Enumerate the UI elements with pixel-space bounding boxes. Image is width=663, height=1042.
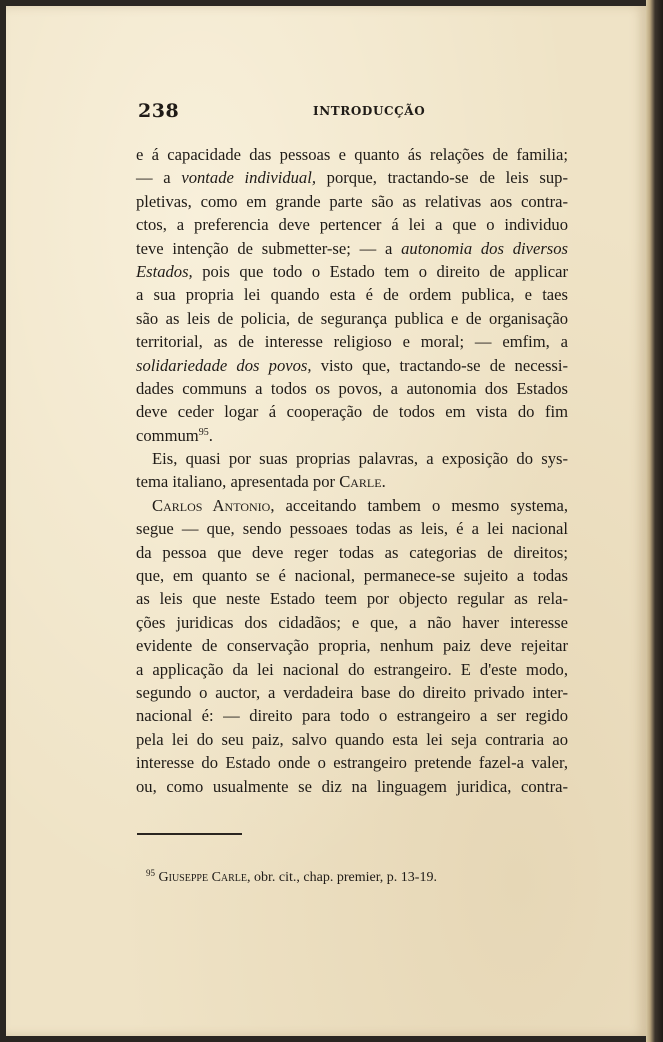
text-segment: Estados, bbox=[136, 261, 193, 281]
text-segment: evidente de conservação propria, nenhum paiz deve rejeitar bbox=[136, 636, 568, 656]
text-line bbox=[136, 424, 568, 447]
text-line bbox=[136, 728, 568, 751]
text-line bbox=[136, 470, 568, 493]
text-segment: as leis que neste Estado teem por objecto regular as rela- bbox=[136, 589, 568, 609]
text-line bbox=[136, 541, 568, 564]
text-segment: . bbox=[208, 425, 213, 445]
text-segment: a applicação da lei nacional do estrangeiro. E d'este modo, bbox=[136, 659, 568, 679]
page-header bbox=[138, 100, 568, 124]
text-segment: nacional é: — direito para todo o estrangeiro a ser regido bbox=[136, 706, 568, 726]
footnote-reference: 95 bbox=[198, 426, 209, 438]
text-line bbox=[136, 634, 568, 657]
text-line bbox=[136, 213, 568, 236]
text-segment: e á capacidade das pessoas e quanto ás relações de familia; bbox=[136, 145, 568, 164]
text-line bbox=[136, 517, 568, 540]
book-spine-edge bbox=[646, 0, 663, 1042]
text-segment: segue — que, sendo pessoaes todas as leis, é a lei nacional bbox=[136, 519, 568, 539]
text-line bbox=[136, 237, 568, 260]
text-line bbox=[136, 611, 568, 634]
text-segment: . bbox=[381, 472, 386, 492]
text-segment: territorial, as de interesse religioso e moral; — emfim, a bbox=[136, 332, 568, 352]
text-segment: commum bbox=[136, 425, 199, 445]
text-segment: vontade individual, bbox=[181, 168, 316, 188]
text-segment: que, em quanto se é nacional, permanece-se sujeito a todas bbox=[136, 566, 568, 586]
text-segment: tema italiano, apresentada por bbox=[136, 472, 340, 492]
text-line bbox=[136, 330, 568, 353]
text-line bbox=[136, 704, 568, 727]
text-line bbox=[136, 658, 568, 681]
text-line bbox=[136, 283, 568, 306]
text-line bbox=[136, 447, 568, 470]
text-line bbox=[136, 681, 568, 704]
text-line bbox=[136, 377, 568, 400]
footnote-citation: , obr. cit., chap. premier, p. 13-19. bbox=[247, 870, 437, 885]
text-segment: ctos, a preferencia deve pertencer á lei a que o individuo bbox=[136, 215, 568, 235]
text-segment: Carle bbox=[339, 472, 382, 492]
text-line bbox=[136, 354, 568, 377]
text-segment: teve intenção de submetter-se; — a bbox=[136, 238, 402, 258]
text-line bbox=[136, 400, 568, 423]
text-segment: autonomia dos diversos bbox=[401, 238, 568, 258]
text-segment: deve ceder logar á cooperação de todos em vista do fim bbox=[136, 402, 568, 422]
text-line bbox=[136, 494, 568, 517]
text-line bbox=[136, 564, 568, 587]
text-line bbox=[136, 587, 568, 610]
footnote-author: Giuseppe Carle bbox=[158, 870, 248, 885]
text-line bbox=[136, 166, 568, 189]
text-segment: porque, tractando-se de leis sup- bbox=[315, 168, 568, 188]
text-segment: segundo o auctor, a verdadeira base do direito privado inter- bbox=[136, 682, 568, 702]
text-line bbox=[136, 775, 568, 798]
footnote-number: 95 bbox=[146, 868, 155, 878]
footnote-rule bbox=[137, 833, 242, 835]
body-text bbox=[136, 143, 568, 798]
text-segment: , acceitando tambem o mesmo systema, bbox=[270, 495, 568, 515]
text-segment: da pessoa que deve reger todas as categorias de direitos; bbox=[136, 542, 568, 562]
text-segment: Carlos Antonio bbox=[152, 495, 271, 515]
footnote bbox=[146, 870, 437, 886]
text-segment: pletivas, como em grande parte são as relativas aos contra- bbox=[136, 191, 568, 211]
text-segment: pela lei do seu paiz, salvo quando esta lei seja contraria ao bbox=[136, 729, 568, 749]
text-segment: ou, como usualmente se diz na linguagem juridica, contra- bbox=[136, 776, 568, 796]
text-segment: a sua propria lei quando esta é de ordem publica, e taes bbox=[136, 285, 568, 305]
text-line bbox=[136, 143, 568, 166]
text-segment: solidariedade dos povos, bbox=[136, 355, 312, 375]
text-segment: ções juridicas dos cidadãos; e que, a não haver interesse bbox=[136, 612, 568, 632]
text-line bbox=[136, 260, 568, 283]
page-number: 238 bbox=[138, 100, 180, 122]
text-segment: — a bbox=[136, 168, 182, 188]
text-segment: dades communs a todos os povos, a autonomia dos Estados bbox=[136, 378, 568, 398]
text-segment: Eis, quasi por suas proprias palavras, a exposição do sys- bbox=[152, 449, 568, 469]
text-line bbox=[136, 751, 568, 774]
text-line bbox=[136, 307, 568, 330]
text-segment: pois que todo o Estado tem o direito de applicar bbox=[192, 261, 568, 281]
text-line bbox=[136, 190, 568, 213]
text-segment: visto que, tractando-se de necessi- bbox=[311, 355, 568, 375]
text-segment: são as leis de policia, de segurança publica e de organisação bbox=[136, 308, 568, 328]
running-head: INTRODUCÇÃO bbox=[313, 104, 426, 118]
text-segment: interesse do Estado onde o estrangeiro pretende fazel-a valer, bbox=[136, 753, 568, 773]
